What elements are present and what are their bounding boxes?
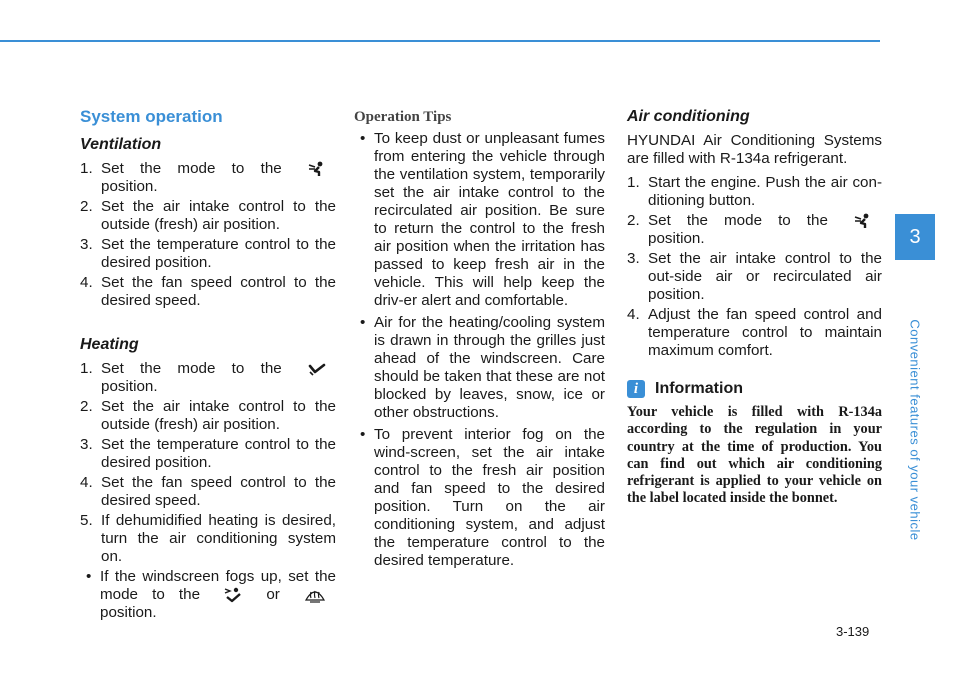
ventilation-step: 4. Set the fan speed control to the desired speed.: [80, 274, 336, 309]
chapter-title: Convenient features of your vehicle: [907, 319, 923, 541]
ac-step: 1. Start the engine. Push the air con-ditioning button.: [627, 174, 882, 209]
column-operation-tips: [354, 108, 605, 572]
information-title: Information: [655, 380, 743, 397]
floor-mode-icon: [308, 362, 326, 376]
heating-heading: Heating: [80, 336, 139, 353]
heating-step: 1. Set the mode to the position.: [80, 360, 336, 396]
face-vent-mode-icon: [308, 161, 326, 177]
column-system-operation: [80, 108, 336, 624]
ventilation-steps: [80, 160, 336, 310]
floor-defrost-mode-icon: [224, 587, 242, 603]
ac-step: 2. Set the mode to the position.: [627, 212, 882, 248]
information-header: [627, 380, 882, 398]
windscreen-defrost-icon: [304, 586, 326, 604]
heating-step: 3. Set the temperature control to the desired position.: [80, 436, 336, 471]
ventilation-step: 2. Set the air intake control to the outside (fresh) air position.: [80, 198, 336, 233]
operation-tips-list: [354, 130, 605, 570]
air-conditioning-steps: [627, 174, 882, 360]
ventilation-heading: Ventilation: [80, 136, 162, 153]
ac-step: 3. Set the air intake control to the out-side air or recirculated air position.: [627, 250, 882, 303]
ventilation-step: 1. Set the mode to the position.: [80, 160, 336, 196]
face-vent-mode-icon: [854, 213, 872, 229]
air-conditioning-heading: Air conditioning: [627, 108, 750, 125]
air-conditioning-intro: HYUNDAI Air Conditioning Systems are filled with R-134a refrigerant.: [627, 132, 882, 167]
operation-tip: • To keep dust or unpleasant fumes from entering the vehicle through the ventilation system, temporarily set the air intake control to the recirculated air position. Be sure to return the control to the fresh air position when the irritation has passed to keep fresh air in the vehicle. This will help keep the driv-er alert and comfortable.: [354, 130, 605, 310]
operation-tip: • To prevent interior fog on the wind-screen, set the air intake control to the fresh air position and fan speed to the desired position. Turn on the air conditioning system, and adjust the temperature control to the desired temperature.: [354, 426, 605, 570]
heating-step: 4. Set the fan speed control to the desired speed.: [80, 474, 336, 509]
heating-defog-tip: • If the windscreen fogs up, set the mode to the or position.: [80, 568, 336, 622]
ac-step: 4. Adjust the fan speed control and temperature control to maintain maximum comfort.: [627, 306, 882, 359]
information-icon: i: [627, 380, 645, 398]
column-air-conditioning: [627, 108, 882, 508]
ventilation-step: 3. Set the temperature control to the desired position.: [80, 236, 336, 271]
chapter-tab: 3: [895, 214, 935, 260]
information-body: Your vehicle is filled with R-134a according to the regulation in your country at the time of production. You can find out which air conditioning refrigerant is applied to your vehicle on the label located inside the bonnet.: [627, 404, 882, 507]
heating-step: 2. Set the air intake control to the outside (fresh) air position.: [80, 398, 336, 433]
operation-tips-heading: Operation Tips: [354, 109, 452, 125]
header-rule: [0, 40, 880, 42]
heating-steps: [80, 360, 336, 566]
page-number: 3-139: [836, 624, 870, 639]
heating-step: 5. If dehumidified heating is desired, turn the air conditioning system on.: [80, 512, 336, 565]
section-title: System operation: [80, 107, 223, 126]
operation-tip: • Air for the heating/cooling system is drawn in through the grilles just ahead of the windscreen. Care should be taken that these are not blocked by leaves, snow, ice or other obstructions.: [354, 314, 605, 422]
